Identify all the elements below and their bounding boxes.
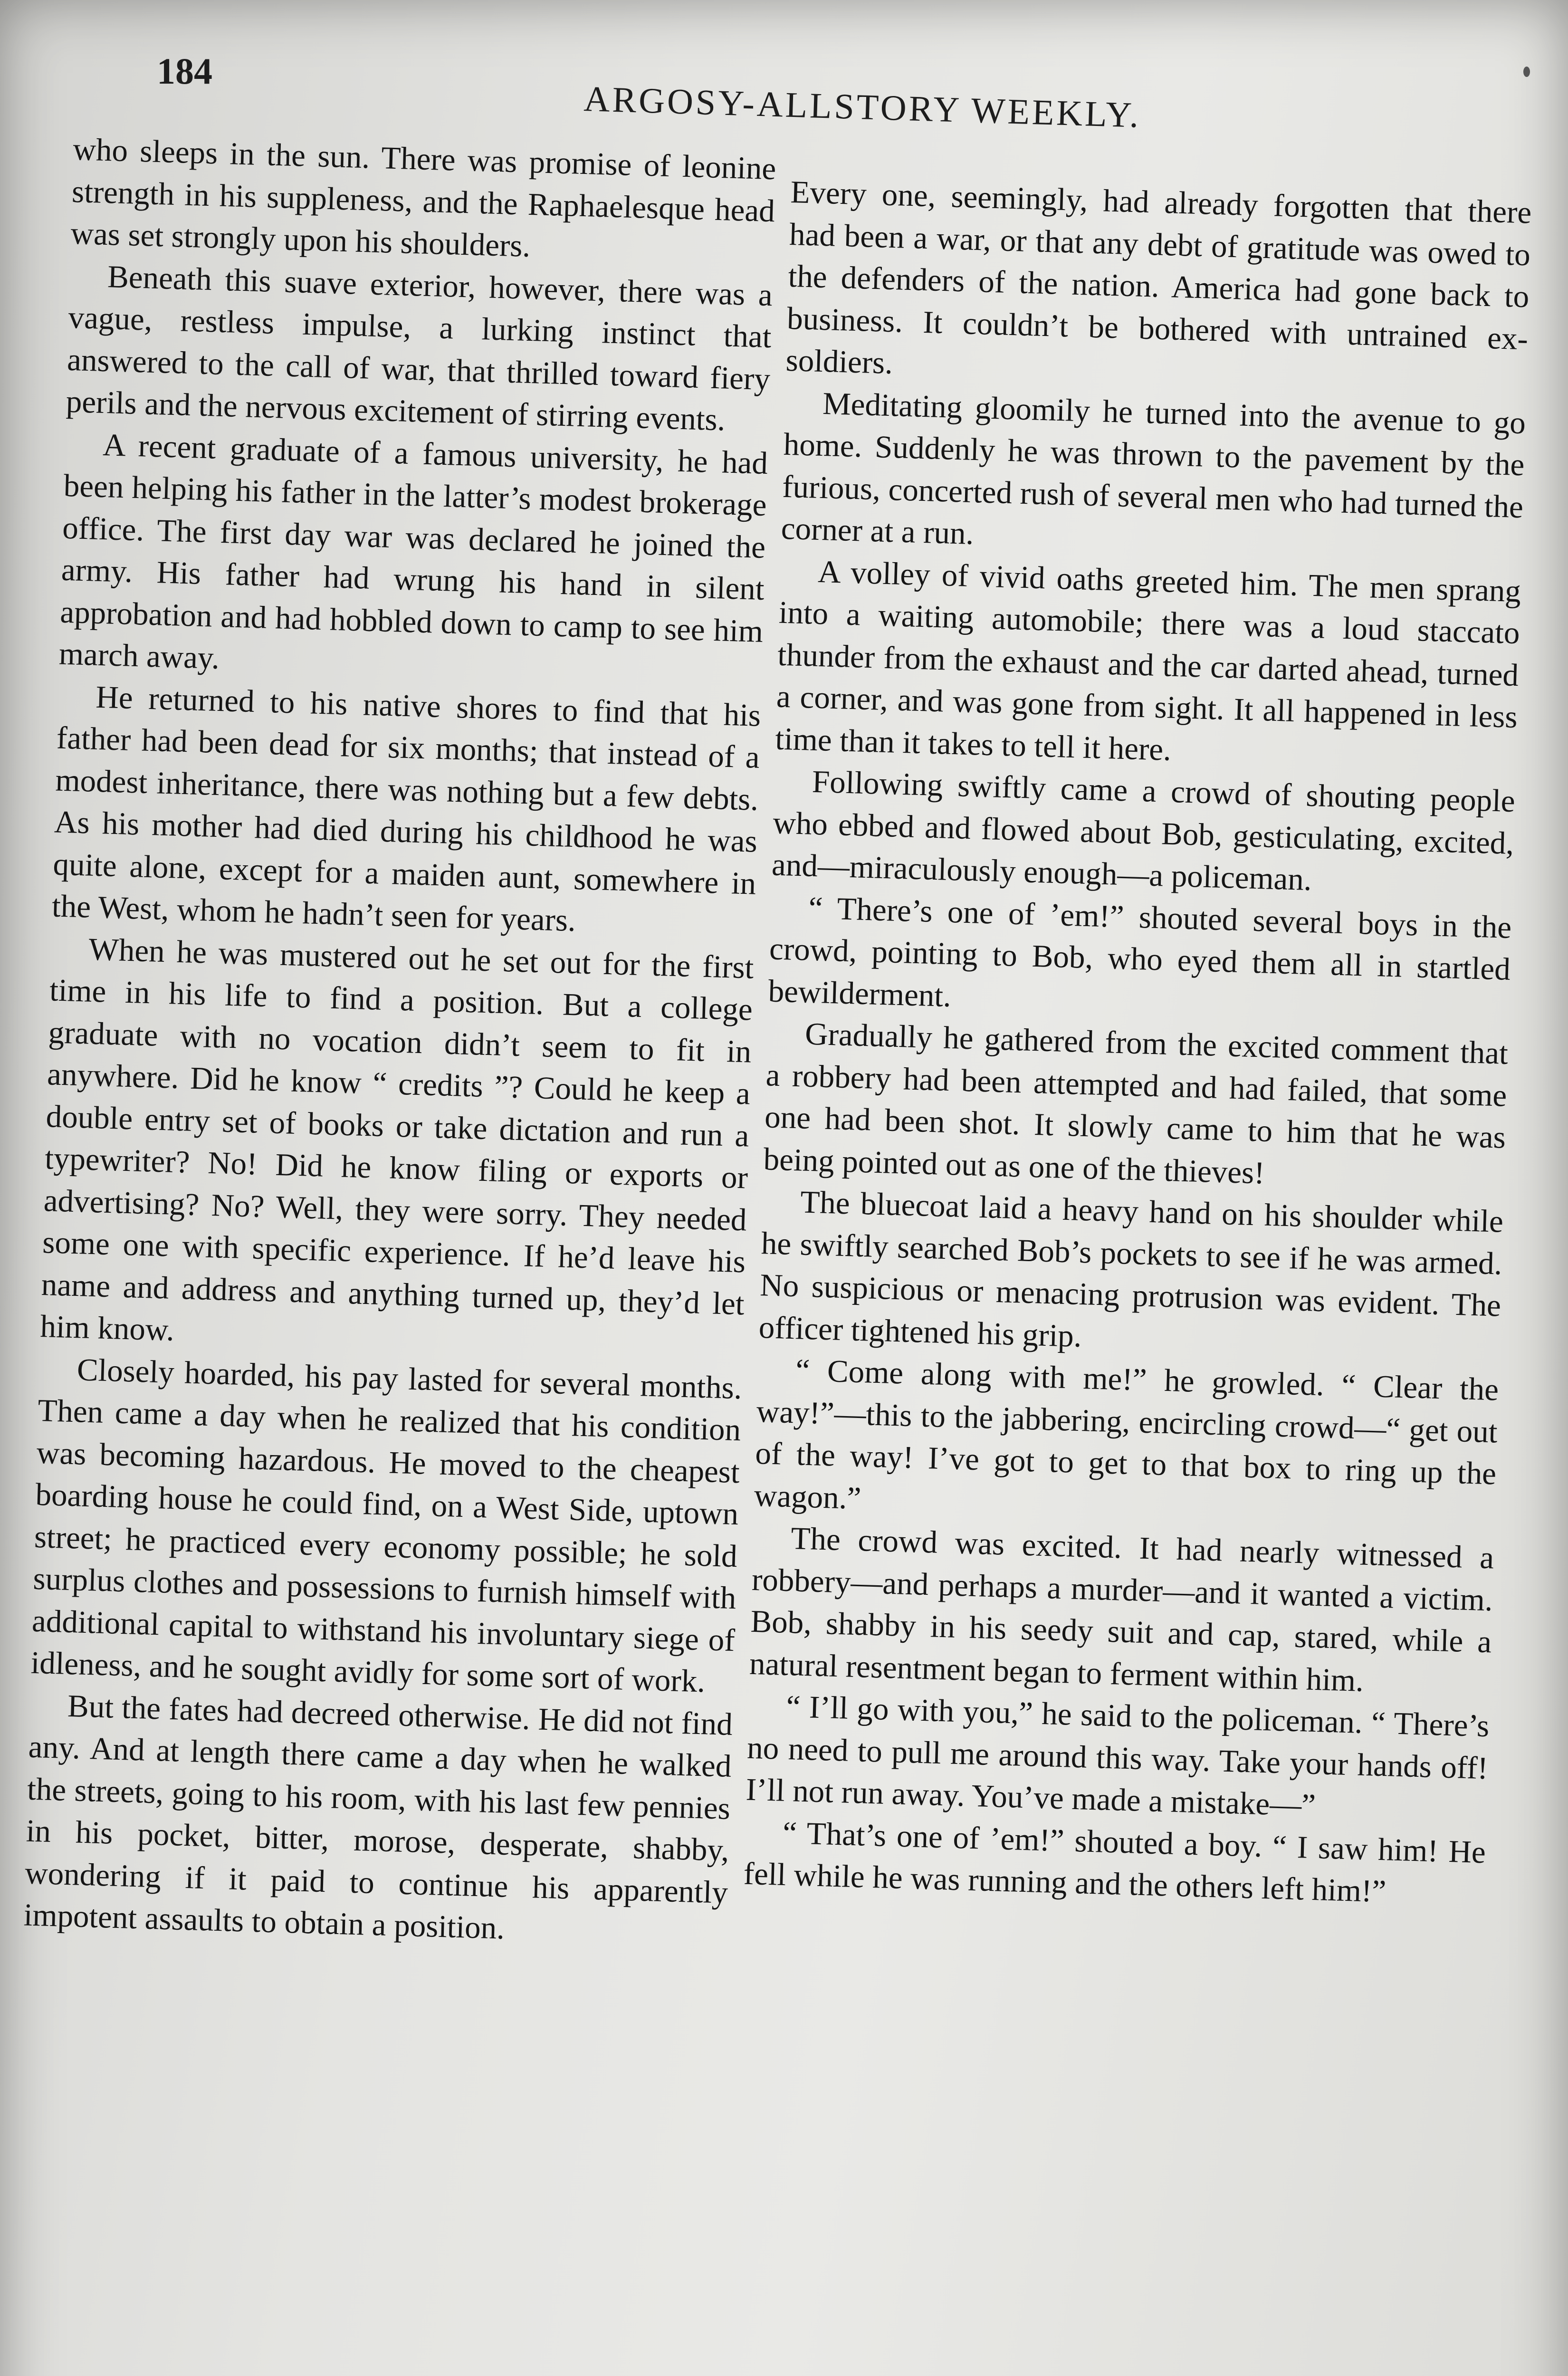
paragraph: Beneath this suave exterior, however, there was a vague, restless impulse, a lurking instinct that answered to the call of war, that thrilled toward fiery perils and the nervous excitement of stirring events. [65,259,773,438]
right-column [743,171,1532,1916]
running-head: ARGOSY-ALLSTORY WEEKLY. [583,78,1142,135]
paragraph: “ I’ll go with you,” he said to the policeman. “ There’s no need to pull me around this way. Take your hands off! I’ll not run away. You’ve made a mistake—” [745,1688,1490,1823]
paragraph: “ There’s one of ’em!” shouted several boys in the crowd, pointing to Bob, who eyed them all in startled bewilderment. [767,890,1512,1014]
paragraph: A recent graduate of a famous university, he had been helping his father in the latter’s modest brokerage office. The first day war was declared he joined the army. His father had wrung his hand in silent approbation and had hobbled down to camp to see him march away. [58,427,768,676]
left-column [23,128,777,1955]
paragraph: He returned to his native shores to find that his father had been dead for six months; that instead of a modest inheritance, there was nothing but a few debts. As his mother had died during his childhood he was quite alone, except for a maiden aunt, somewhere in the West, whom he hadn’t seen for years. [51,679,762,939]
paragraph: Closely hoarded, his pay lasted for several months. Then came a day when he realized that his condition was becoming hazardous. He moved to the cheapest boarding house he could find, on a West Side, uptown street; he practiced every economy possible; he sold surplus clothes and possessions to furnish himself with additional capital to withstand his involuntary siege of idleness, and he sought avidly for some sort of work. [30,1351,743,1699]
paragraph: When he was mustered out he set out for the first time in his life to find a position. But a college graduate with no vocation didn’t seem to fit in anywhere. Did he know “ credits ”? Could he keep a double entry set of books or take dictation and run a typewriter? No! Did he know filing or exports or advertising? No? Well, they were sorry. They needed some one with specific experience. If he’d leave his name and address and anything turned up, they’d let him know. [39,931,755,1348]
paragraph: “ That’s one of ’em!” shouted a boy. “ I saw him! He fell while he was running and the others left him!” [743,1815,1486,1909]
paragraph: who sleeps in the sun. There was promise of leonine strength in his suppleness, and the Raphaelesque head was set strongly upon his shoulders. [70,131,777,264]
paragraph: A volley of vivid oaths greeted him. The men sprang into a waiting automobile; there was a loud staccato thunder from the exhaust and the car darted ahead, turned a corner, and was gone from sight. It all happened in less time than it takes to tell it here. [774,554,1521,767]
paragraph: Gradually he gathered from the excited comment that a robbery had been attempted and had failed, that some one had been shot. It slowly came to him that he was being pointed out as one of the thieves! [763,1016,1509,1191]
paragraph: The bluecoat laid a heavy hand on his shoulder while he swiftly searched Bob’s pockets to see if he was armed. No suspicious or menacing protrusion was evident. The officer tightened his grip. [758,1184,1504,1354]
paragraph: The crowd was excited. It had nearly witnessed a robbery—and perhaps a murder—and it wanted a victim. Bob, shabby in his seedy suit and cap, stared, while a natural resentment began to ferment within him. [749,1521,1495,1698]
paragraph: “ Come along with me!” he growled. “ Clear the way!”—this to the jabbering, encircling crowd—“ get out of the way! I’ve got to get to that box to ring up the wagon.” [754,1352,1500,1516]
page-edge-mark [1523,67,1530,77]
page-number: 184 [157,50,212,92]
paragraph: But the fates had decreed otherwise. He did not find any. And at length there came a day when he walked the streets, going to his room, with his last few pennies in his pocket, bitter, morose, desperate, shabby, wondering if it paid to continue his apparently impotent assaults to obtain a position. [23,1688,733,1946]
paragraph: Meditating gloomily he turned into the avenue to go home. Suddenly he was thrown to the pavement by the furious, concerted rush of several men who had turned the corner at a run. [780,385,1526,552]
paragraph: Following swiftly came a crowd of shouting people who ebbed and flowed about Bob, gesticulating, excited, and—miraculously enough—a policeman. [771,764,1516,898]
paragraph: Every one, seemingly, had already forgotten that there had been a war, or that any debt of gratitude was owed to the defenders of the nation. America had gone back to business. It couldn’t be bothered with untrained ex-soldiers. [785,174,1532,381]
